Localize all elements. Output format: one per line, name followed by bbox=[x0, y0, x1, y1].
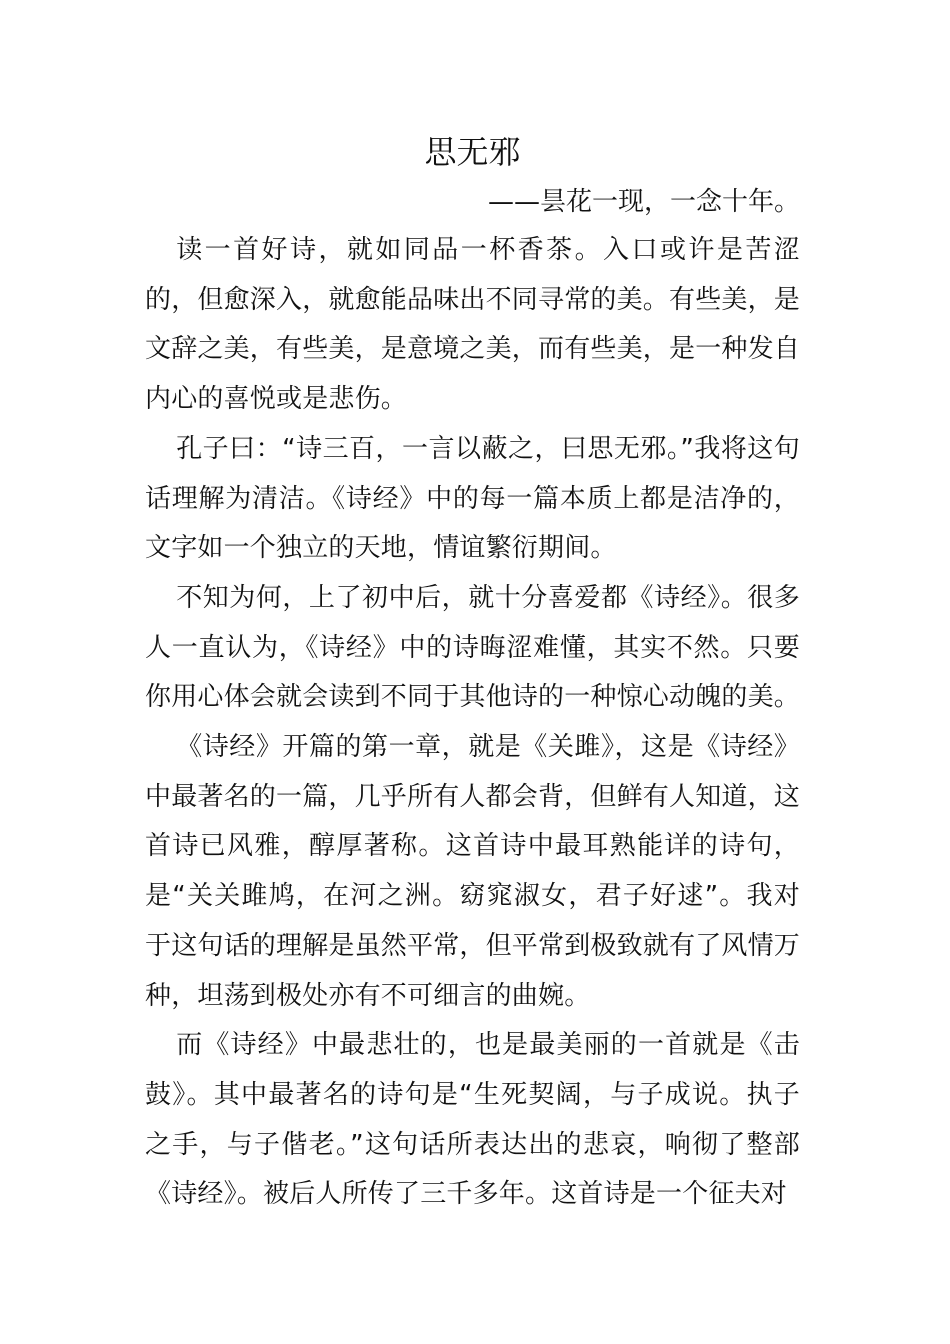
page-title: 思无邪 bbox=[424, 133, 521, 171]
paragraph-1: 读一首好诗，就如同品一杯香茶。入口或许是苦涩的，但愈深入，就愈能品味出不同寻常的美。有些美，是文辞之美，有些美，是意境之美，而有些美，是一种发自内心的喜悦或是悲伤。 bbox=[145, 235, 801, 415]
body-text bbox=[145, 226, 800, 1220]
paragraph-5: 而《诗经》中最悲壮的，也是最美丽的一首就是《击鼓》。其中最著名的诗句是“生死契阔，与子成说。执子之手，与子偕老。”这句话所表达出的悲哀，响彻了整部《诗经》。被后人所传了三千多年。这首诗是一个征夫对 bbox=[145, 1030, 800, 1210]
paragraph-3: 不知为何，上了初中后，就十分喜爱都《诗经》。很多人一直认为，《诗经》中的诗晦涩难懂，其实不然。只要你用心体会就会读到不同于其他诗的一种惊心动魄的美。 bbox=[145, 582, 801, 713]
paragraph-4: 《诗经》开篇的第一章，就是《关雎》，这是《诗经》中最著名的一篇，几乎所有人都会背，但鲜有人知道，这首诗已风雅，醇厚著称。这首诗中最耳熟能详的诗句，是“关关雎鸠，在河之洲。窈窕淑女，君子好逑”。我对于这句话的理解是虽然平常，但平常到极致就有了风情万种，坦荡到极处亦有不可细言的曲婉。 bbox=[145, 732, 801, 1011]
document-page bbox=[145, 128, 800, 1220]
author-byline: ——昙花一现，一念十年。 bbox=[487, 187, 800, 217]
paragraph-2: 孔子曰：“诗三百，一言以蔽之，曰思无邪。”我将这句话理解为清洁。《诗经》中的每一篇本质上都是洁净的，文字如一个独立的天地，情谊繁衍期间。 bbox=[145, 433, 800, 564]
